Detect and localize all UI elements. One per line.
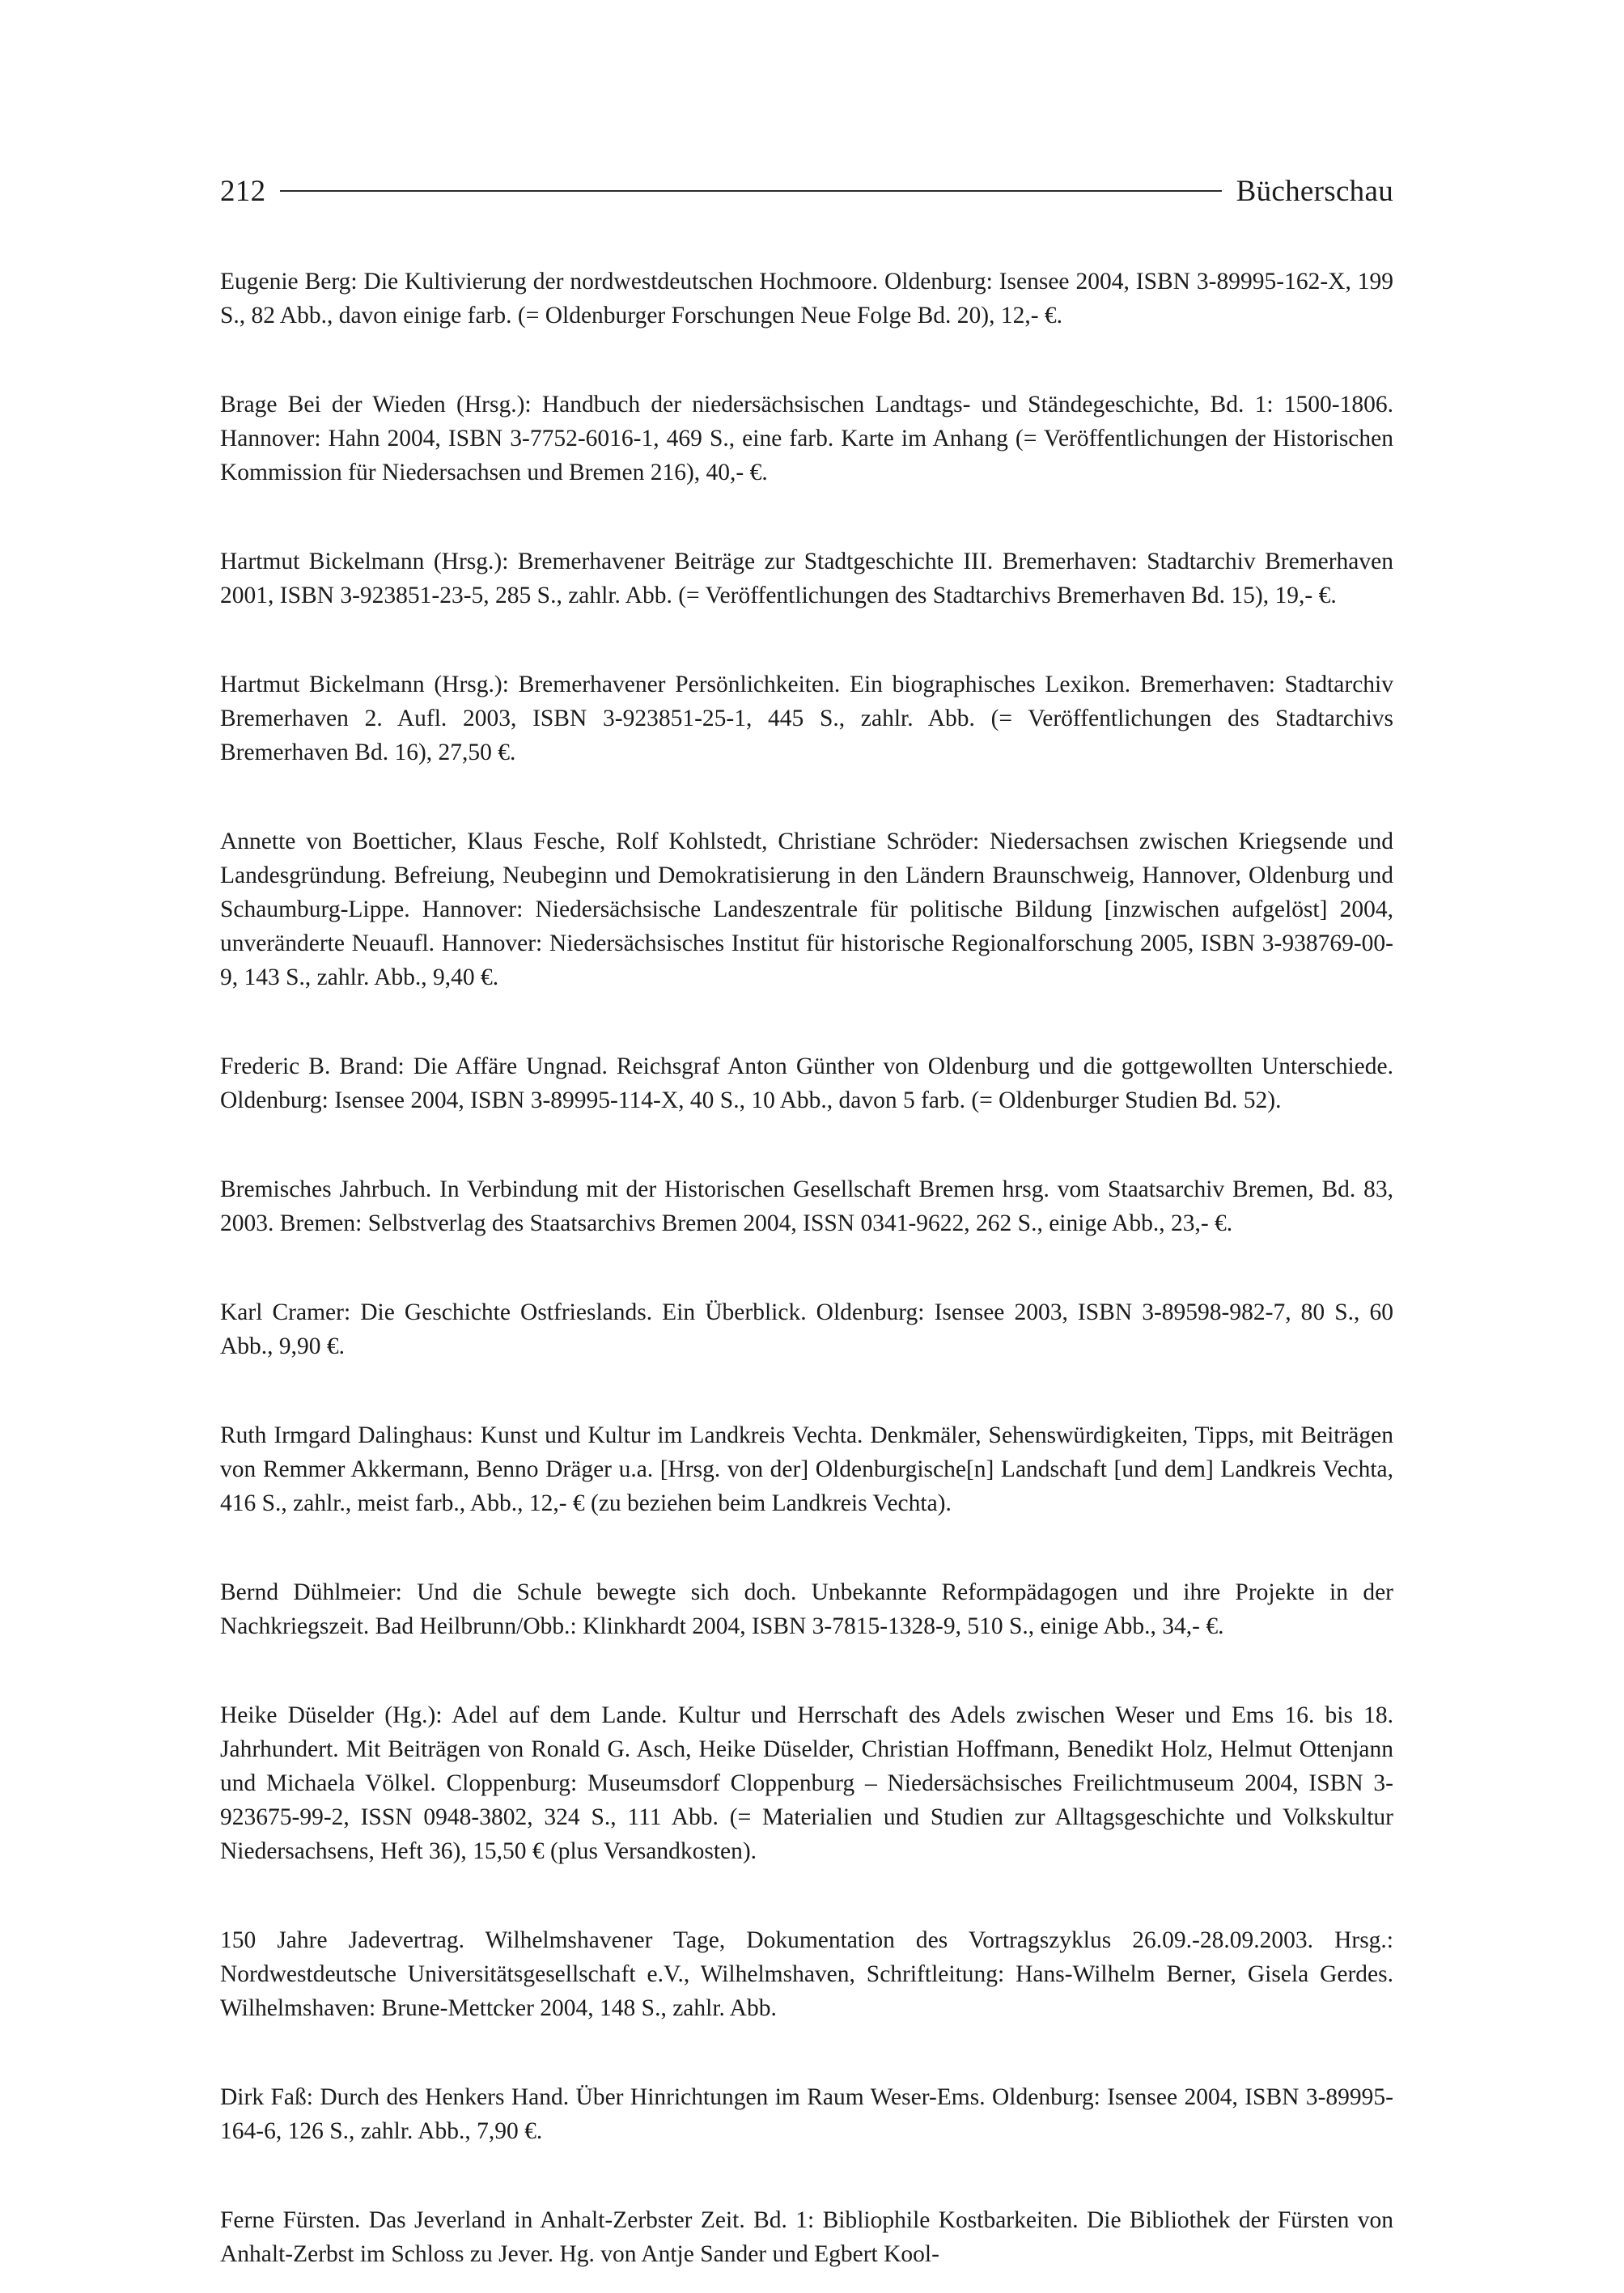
bibliography-entry: Eugenie Berg: Die Kultivierung der nordwestdeutschen Hochmoore. Oldenburg: Isensee 2004, ISBN 3-89995-162-X, 199 S., 82 Abb., davon einige farb. (= Oldenburger Forschungen Neue Folge Bd. 20), 12,- €. bbox=[220, 269, 1393, 328]
bibliography-entry: Hartmut Bickelmann (Hrsg.): Bremerhavener Beiträge zur Stadtgeschichte III. Bremerhaven: Stadtarchiv Bremerhaven 2001, ISBN 3-923851-23-5, 285 S., zahlr. Abb. (= Veröffentlichungen des Stadtarchivs Bremerhaven Bd. 15), 19,- €. bbox=[220, 549, 1393, 608]
bibliography-entry: Hartmut Bickelmann (Hrsg.): Bremerhavener Persönlichkeiten. Ein biographisches Lexikon. Bremerhaven: Stadtarchiv Bremerhaven 2. Aufl. 2003, ISBN 3-923851-25-1, 445 S., zahlr. Abb. (= Veröffentlichungen des Stadtarchivs Bremerhaven Bd. 16), 27,50 €. bbox=[220, 672, 1393, 765]
bibliography-entry: 150 Jahre Jadevertrag. Wilhelmshavener Tage, Dokumentation des Vortragszyklus 26.09.-28.09.2003. Hrsg.: Nordwestdeutsche Universitätsgesellschaft e.V., Wilhelmshaven, Schriftleitung: Hans-Wilhelm Berner, Gisela Gerdes. Wilhelmshaven: Brune-Mettcker 2004, 148 S., zahlr. Abb. bbox=[220, 1927, 1393, 2021]
bibliography-entry: Heike Düselder (Hg.): Adel auf dem Lande. Kultur und Herrschaft des Adels zwischen Weser und Ems 16. bis 18. Jahrhundert. Mit Beiträgen von Ronald G. Asch, Heike Düselder, Christian Hoffmann, Benedikt Holz, Helmut Ottenjann und Michaela Völkel. Cloppenburg: Museumsdorf Cloppenburg – Niedersächsisches Freilichtmuseum 2004, ISBN 3-923675-99-2, ISSN 0948-3802, 324 S., 111 Abb. (= Materialien und Studien zur Alltagsgeschichte und Volkskultur Niedersachsens, Heft 36), 15,50 € (plus Versandkosten). bbox=[220, 1702, 1393, 1864]
bibliography-entry: Karl Cramer: Die Geschichte Ostfrieslands. Ein Überblick. Oldenburg: Isensee 2003, ISBN 3-89598-982-7, 80 S., 60 Abb., 9,90 €. bbox=[220, 1299, 1393, 1359]
bibliography-entry: Bernd Dühlmeier: Und die Schule bewegte sich doch. Unbekannte Reformpädagogen und ihre Projekte in der Nachkriegszeit. Bad Heilbrunn/Obb.: Klinkhardt 2004, ISBN 3-7815-1328-9, 510 S., einige Abb., 34,- €. bbox=[220, 1579, 1393, 1639]
bibliography-entry: Brage Bei der Wieden (Hrsg.): Handbuch der niedersächsischen Landtags- und Ständegeschichte, Bd. 1: 1500-1806. Hannover: Hahn 2004, ISBN 3-7752-6016-1, 469 S., eine farb. Karte im Anhang (= Veröffentlichungen der Historischen Kommission für Niedersachsen und Bremen 216), 40,- €. bbox=[220, 392, 1393, 485]
bibliography-entry: Ferne Fürsten. Das Jeverland in Anhalt-Zerbster Zeit. Bd. 1: Bibliophile Kostbarkeiten. Die Bibliothek der Fürsten von Anhalt-Zerbst im Schloss zu Jever. Hg. von Antje Sander und Egbert Kool- bbox=[220, 2207, 1393, 2267]
header-rule bbox=[280, 190, 1221, 192]
bibliography-list bbox=[220, 265, 1393, 2271]
section-title: Bücherschau bbox=[1236, 174, 1393, 208]
bibliography-entry: Frederic B. Brand: Die Affäre Ungnad. Reichsgraf Anton Günther von Oldenburg und die gottgewollten Unterschiede. Oldenburg: Isensee 2004, ISBN 3-89995-114-X, 40 S., 10 Abb., davon 5 farb. (= Oldenburger Studien Bd. 52). bbox=[220, 1053, 1393, 1113]
bibliography-entry: Ruth Irmgard Dalinghaus: Kunst und Kultur im Landkreis Vechta. Denkmäler, Sehenswürdigkeiten, Tipps, mit Beiträgen von Remmer Akkermann, Benno Dräger u.a. [Hrsg. von der] Oldenburgische[n] Landschaft [und dem] Landkreis Vechta, 416 S., zahlr., meist farb., Abb., 12,- € (zu beziehen beim Landkreis Vechta). bbox=[220, 1422, 1393, 1516]
running-head bbox=[220, 168, 1393, 214]
bibliography-entry: Bremisches Jahrbuch. In Verbindung mit der Historischen Gesellschaft Bremen hrsg. vom Staatsarchiv Bremen, Bd. 83, 2003. Bremen: Selbstverlag des Staatsarchivs Bremen 2004, ISSN 0341-9622, 262 S., einige Abb., 23,- €. bbox=[220, 1176, 1393, 1236]
bibliography-entry: Dirk Faß: Durch des Henkers Hand. Über Hinrichtungen im Raum Weser-Ems. Oldenburg: Isensee 2004, ISBN 3-89995-164-6, 126 S., zahlr. Abb., 7,90 €. bbox=[220, 2084, 1393, 2144]
page-number: 212 bbox=[220, 174, 266, 208]
bibliography-entry: Annette von Boetticher, Klaus Fesche, Rolf Kohlstedt, Christiane Schröder: Niedersachsen zwischen Kriegsende und Landesgründung. Befreiung, Neubeginn und Demokratisierung in den Ländern Braunschweig, Hannover, Oldenburg und Schaumburg-Lippe. Hannover: Niedersächsische Landeszentrale für politische Bildung [inzwischen aufgelöst] 2004, unveränderte Neuaufl. Hannover: Niedersächsisches Institut für historische Regionalforschung 2005, ISBN 3-938769-00-9, 143 S., zahlr. Abb., 9,40 €. bbox=[220, 829, 1393, 990]
